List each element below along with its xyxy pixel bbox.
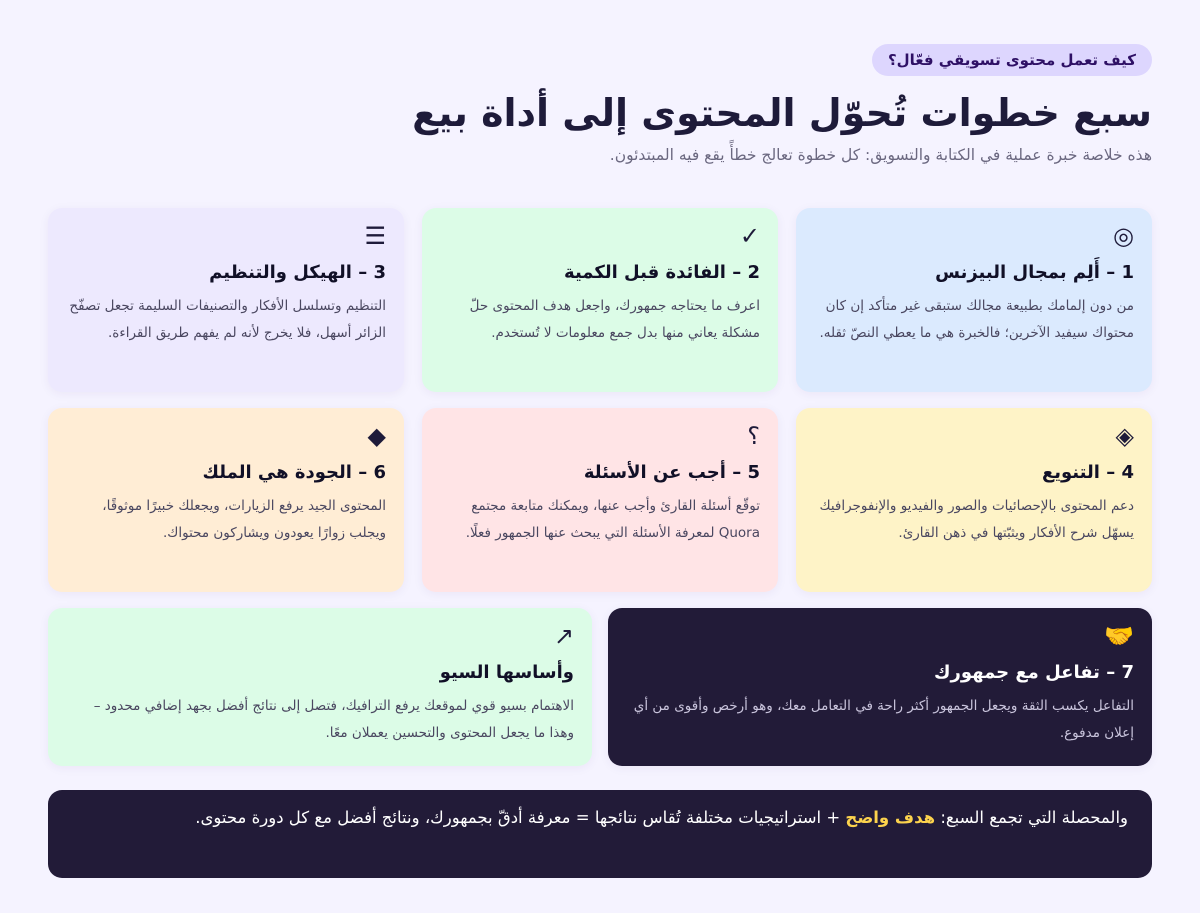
card-step-7 <box>608 608 1152 766</box>
question-icon: ؟ <box>747 422 760 450</box>
card-step-6 <box>48 408 404 592</box>
card-step-2 <box>422 208 778 392</box>
card-text: التنظيم وتسلسل الأفكار والتصنيفات السليمة تجعل تصفّح الزائر أسهل، فلا يخرج لأنه لم يفهم طريق القراءة. <box>69 298 386 341</box>
summary-lead: والمحصلة التي تجمع السبع: <box>940 808 1128 827</box>
card-step-5 <box>422 408 778 592</box>
summary-banner <box>48 790 1152 878</box>
card-step-4 <box>796 408 1152 592</box>
eyebrow-badge: كيف تعمل محتوى تسويقي فعّال؟ <box>872 44 1152 76</box>
handshake-icon: 🤝 <box>1104 622 1134 650</box>
card-title: 3 – الهيكل والتنظيم <box>209 262 386 283</box>
check-icon: ✓ <box>739 222 760 250</box>
card-text: الاهتمام بسيو قوي لموقعك يرفع الترافيك، فتصل إلى نتائج أفضل بجهد إضافي محدود – وهذا ما يجعل المحتوى والتحسين يعملان معًا. <box>93 698 574 741</box>
card-title: 4 – التنويع <box>1041 462 1134 483</box>
page-subtitle: هذه خلاصة خبرة عملية في الكتابة والتسويق: كل خطوة تعالج خطأً يقع فيه المبتدئون. <box>609 145 1152 164</box>
menu-icon: ☰ <box>364 222 386 250</box>
card-text: التفاعل يكسب الثقة ويجعل الجمهور أكثر راحة في التعامل معك، وهو أرخص وأقوى من أي إعلان مدفوع. <box>633 698 1134 741</box>
card-title: 1 – أَلِم بمجال البيزنس <box>935 262 1134 283</box>
card-seo <box>48 608 592 766</box>
arrow-up-right-icon: ↗ <box>553 622 574 650</box>
card-title: 5 – أجب عن الأسئلة <box>583 462 760 483</box>
card-title: 2 – الفائدة قبل الكمية <box>564 262 760 283</box>
summary-highlight: هدف واضح <box>845 808 936 827</box>
card-title: 6 – الجودة هي الملك <box>202 462 386 483</box>
card-text: المحتوى الجيد يرفع الزيارات، ويجعلك خبيرًا موثوقًا، ويجلب زوارًا يعودون ويشاركون محتواك. <box>102 498 386 541</box>
target-icon: ◎ <box>1113 222 1134 250</box>
diamond-layers-icon: ◈ <box>1115 422 1134 450</box>
card-step-1 <box>796 208 1152 392</box>
diamond-icon: ◆ <box>367 422 386 450</box>
page-title: سبع خطوات تُحوّل المحتوى إلى أداة بيع <box>412 91 1152 135</box>
summary-rest: + استراتيجيات مختلفة تُقاس نتائجها = معرفة أدقّ بجمهورك، ونتائج أفضل مع كل دورة محتوى. <box>195 808 841 827</box>
card-title: وأساسها السيو <box>439 662 574 683</box>
card-title: 7 – تفاعل مع جمهورك <box>934 662 1134 683</box>
card-text: دعم المحتوى بالإحصائيات والصور والفيديو والإنفوجرافيك يسهّل شرح الأفكار ويثبّتها في ذهن القارئ. <box>819 498 1134 541</box>
card-step-3 <box>48 208 404 392</box>
card-text: توقّع أسئلة القارئ وأجب عنها، ويمكنك متابعة مجتمع Quora لمعرفة الأسئلة التي يبحث عنها الجمهور فعلًا. <box>465 498 760 541</box>
card-text: من دون إلمامك بطبيعة مجالك ستبقى غير متأكد إن كان محتواك سيفيد الآخرين؛ فالخبرة هي ما يعطي النصّ ثقله. <box>819 298 1134 341</box>
card-text: اعرف ما يحتاجه جمهورك، واجعل هدف المحتوى حلّ مشكلة يعاني منها بدل جمع معلومات لا تُستخدم. <box>469 298 760 341</box>
